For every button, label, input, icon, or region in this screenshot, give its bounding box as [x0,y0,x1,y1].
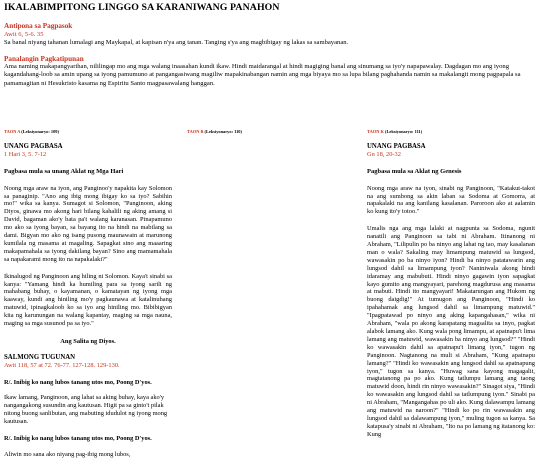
first-reading-ref: Gn 18, 20-32 [367,151,401,158]
antiphon-ref: Awit 6, 5-6. 35 [4,30,44,38]
antiphon-heading: Antipona sa Pagpasok [4,22,73,30]
reading-paragraph: Noong mga araw na iyon, sinabi ng Panginoon, "Katakut-takot na ang sumbong sa akin laban sa Sodoma at Gomorra, at napakalaki na ang kanilang kasalanan. Paroroon ako at aalamin ko kung ito'y totoo." [367,184,535,216]
antiphon-text: Sa banal niyang tahanan lumalagi ang Maykapal, at kapisan n'ya ang tanan. Tanging s'ya ang magbibigay ng lakas sa sambayanan. [4,38,349,46]
year-c-label [367,129,535,135]
psalm-response: R/. Inibig ko nang lubos tanang utos mo, Poong D'yos. [4,435,152,443]
reading-paragraph: Noong mga araw na iyon, ang Panginoo'y napakita kay Solomon sa panaginip. "Ano ang ibig mong ibigay ko sa iyo? Sabihin mo!" wika sa kanya. Sumagot si Solomon, "Panginoon, aking Diyos, ginawa mo akong hari bilang kahalili ng aking amang si David, bagaman ako'y bata pa't walang karanasan. Pinapamuno mo ako sa iyong bayan, sa bayang ito na hindi na mabilang sa dami. Bigyan mo ako ng isang pusong maunawain at marunong kumilala ng masama at magaling. Sapagkat sino ang maaaring makapamahala sa iyong dakilang bayan? Sino ang mamamahala sa napakarami mong ito na napakalaki?" [4,184,172,263]
collect-heading: Panalangin Pagkatipunan [4,54,84,63]
year-b-label-lectionary: (Leksiyonaryo: 110) [204,129,242,134]
reading-paragraph: Umalis nga ang mga lalaki at nagpunta sa Sodoma, ngunit nanatili ang Panginoon sa tabi ni Abraham. Itinanong ni Abraham, "Lilipulin po ba ninyo ang lahat ng tao, may kasalanan man o wala? Sakaling may limampung matuwid sa lungsod, wawasakin po ba ninyo iyon? Hindi ba ninyo patatawarin ang lungsod dahil sa limampung iyon? Naniniwala akong hindi idaramay ang mabubuti. Hindi ninyo gagawin iyon sapagkat kayo gumito ang mangyayari, parehong magdurusa ang masama at mabuti. Hindi ito mangyayari! Makatarungan ang Hukom ng buong daigdig!" At tumugon ang Panginoon, "Hindi ko ipahahamak ang lungsod dahil sa limampung matuwid." "Ipagpatawad po ninyo ang aking kapangahasan," wika ni Abraham, "wala po akong karapatang magsalita sa inyo, pagkat alabok lamang ako. Kung wala pong limampu, at apatnapu't lima lamang ang matuwid, wawasakin ba ninyo ang lungsod?" "Hindi ko wawasakin dahil sa apatnapu't limang iyon," tugon ng Panginoon. Nagtanong na muli si Abraham, "Kung apatnapu lamang?" "Hindi ko wawasakin ang lungsod dahil sa apatnapung iyon," tugon sa kanya. "Huwag sana kayong magagalit, magtatanong pa po ako. Kung tatlumpu lamang ang taong matuwid doon, hindi rin ninyo wawasakin?" Sinagot siya, "Hindi ko wawasakin ang lungsod dahil sa tatlumpung iyon." Sinabi pa ni Abraham, "Mangangahas po uli ako. Kung dalawampu lamang ang matuwid na naroon?" "Hindi ko po rin wawasakin ang lungsod dahil sa dalawampung iyon," muling tugon sa kanya. Sa katapusa'y sinabi ni Abraham, "Ito na po lamang ng itatanong ko: Kung [367,225,535,438]
psalm-response: R/. Inibig ko nang lubos tanang utos mo, Poong D'yos. [4,378,152,386]
year-c-label-year: TAON K [367,129,384,134]
reading-intro: Pagbasa mula sa Aklat ng Genesis [367,167,462,175]
year-a-label [4,129,172,135]
psalm-verse: Ikaw lamang, Panginoon, ang lahat sa aking buhay, kaya ako'y nangangakong susundin ang kautusan. Higit pa sa ginto't pilak nitong buong sanlibutan, ang mabuting idudulot ng iyong mong kautusan. [4,394,168,426]
year-c-column [367,129,535,439]
year-c-label-lectionary: (Leksiyonaryo: 111) [384,129,423,134]
collect-text: Ama naming makapangyarihan, nililingap mo ang mga walang inaasahan kundi ikaw. Hindi maidarangal at hindi magiging banal ang sinumang sa iyo'y napapawalay. Dagdagan mo ang iyong kagandahang-loob sa amin upang sa iyong pamumuno at pangangasiwang magiliw mapakinabangan namin ang mga biyaya mo sa lupa bilang paghahanda namin sa makalangit mong pagpapala sa pamamagitan ni Hesukristo kasama ng Espiritu Santo magpasawalang hanggan. [4,63,521,87]
page [4,2,536,88]
reading-closing: Ang Salita ng Diyos. [60,338,116,345]
psalm-verse: Aliwin mo sana ako niyang pag-ibig mong lubos, [4,450,131,458]
year-b-label [187,129,352,135]
year-a-label-lectionary: (Leksiyonaryo: 109) [21,129,59,134]
year-b-column [187,129,352,135]
first-reading-ref: 1 Hari 3, 5. 7-12 [4,151,47,158]
year-a-column [4,129,172,459]
reading-intro: Pagbasa mula sa unang Aklat ng Mga Hari [4,167,124,175]
psalm-heading: SALMONG TUGUNAN [4,353,76,361]
year-b-label-year: TAON B [187,129,204,134]
first-reading-heading: UNANG PAGBASA [367,143,426,150]
first-reading-heading: UNANG PAGBASA [4,143,63,150]
reading-paragraph: Ikinalugod ng Panginoon ang hiling ni Solomon. Kaya't sinabi sa kanya: "Yamang hindi ka humiling para sa iyong sarili ng mahabang buhay, o kayamanan, o kamatayan ng iyong mga kaaway, kundi ang hiniling mo'y pagkaunawa at katalinuhang matuwid, ipinagkaloob ko sa iyo ang hiniling mo. Bibibigyan kita ng karunungan na walang kapantay, maging sa mga nauna, maging sa mga susunod pa sa iyo." [4,272,172,328]
page-title: IKALABIMPITONG LINGGO SA KARANIWANG PANAHON [4,2,280,13]
year-a-label-year: TAON A [4,129,21,134]
psalm-ref: Awit 118, 57 at 72. 76-77. 127-128. 129-130. [4,361,120,369]
